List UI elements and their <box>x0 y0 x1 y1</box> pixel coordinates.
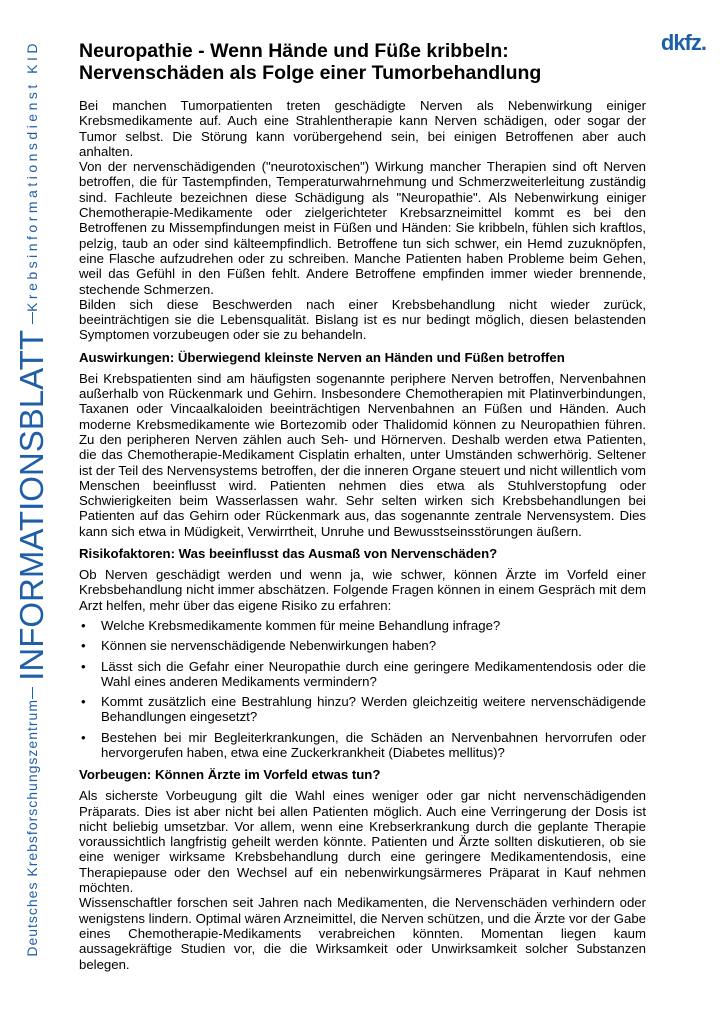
dkfz-logo: dkfz. <box>660 30 706 55</box>
section-paragraph: Wissenschaftler forschen seit Jahren nach Medikamenten, die Nervenschäden verhindern oder wenigstens lindern. Optimal wären Arzneimittel, die Nerven schützen, und die Ärzte vor der Gabe eines Chemotherapie-Medikaments verabreichen könnten. Momentan liegen kaum aussagekräftige Studien vor, die die Wirksamkeit oder Unwirksamkeit solcher Substanzen belegen. <box>79 895 646 972</box>
title-line-1: Neuropathie - Wenn Hände und Füße kribbeln: <box>79 40 509 62</box>
list-item <box>79 618 646 633</box>
list-item-text: Kommt zusätzlich eine Bestrahlung hinzu? Werden gleichzeitig weitere nervenschädigende Behandlungen eingesetzt? <box>101 694 646 725</box>
section-paragraph: Ob Nerven geschädigt werden und wenn ja, wie schwer, können Ärzte im Vorfeld einer Krebsbehandlung nicht immer abschätzen. Folgende Fragen können in einem Gespräch mit dem Arzt helfen, mehr über das eigene Risiko zu erfahren: <box>79 567 646 613</box>
intro-paragraph: Bilden sich diese Beschwerden nach einer Krebsbehandlung nicht wieder zurück, beeinträchtigen sie die Lebensqualität. Bislang ist es nur bedingt möglich, diesen belastenden Symptomen vorzubeugen oder sie zu behandeln. <box>79 296 646 343</box>
sidebar-organization: Deutsches Krebsforschungszentrum <box>24 698 40 957</box>
list-item <box>79 730 646 761</box>
list-item-text: Bestehen bei mir Begleiterkrankungen, die Schäden an Nervenbahnen hervorrufen oder hervorgerufen haben, etwa eine Zuckerkrankheit (Diabetes mellitus)? <box>101 729 646 760</box>
page-title <box>79 40 646 84</box>
bullet-icon: • <box>81 638 86 654</box>
section-heading: Risikofaktoren: Was beeinflusst das Ausmaß von Nervenschäden? <box>79 546 498 562</box>
list-item-text: Können sie nervenschädigende Nebenwirkungen haben? <box>101 638 437 654</box>
list-item <box>79 638 646 653</box>
sidebar-document-type: INFORMATIONSBLATT <box>13 329 50 681</box>
section-paragraph: Als sicherste Vorbeugung gilt die Wahl eines weniger oder gar nicht nervenschädigenden Präparats. Dies ist aber nicht bei allen Patienten möglich. Auch eine Verringerung der Dosis ist nicht beliebig umsetzbar. Vor allem, wenn eine Krebserkrankung durch die geplante Therapie voraussichtlich langfristig geheilt werden könnte. Patienten und Ärzte sollten diskutieren, ob sie eine weniger wirksame Krebsbehandlung durch eine geringere Medikamentendosis, eine Therapiepause oder den Wechsel auf ein nebenwirkungsärmeres Präparat in Kauf nehmen möchten. <box>79 788 646 896</box>
document-body <box>79 40 646 972</box>
intro-paragraph: Bei manchen Tumorpatienten treten geschädigte Nerven als Nebenwirkung einiger Krebsmedikamente auf. Auch eine Strahlentherapie kann Nerven schädigen, oder sogar der Tumor selbst. Die Störung kann vorübergehend sein, bei einigen Betroffenen aber auch anhalten. <box>79 98 646 159</box>
title-line-2: Nervenschäden als Folge einer Tumorbehandlung <box>79 62 542 84</box>
list-item-text: Lässt sich die Gefahr einer Neuropathie durch eine geringere Medikamentendosis oder die Wahl eines anderen Medikaments vermindern? <box>101 658 646 689</box>
sidebar-divider <box>32 312 33 324</box>
list-item-text: Welche Krebsmedikamente kommen für meine Behandlung infrage? <box>101 617 501 633</box>
list-item <box>79 659 646 690</box>
section-heading: Vorbeugen: Können Ärzte im Vorfeld etwas tun? <box>79 767 381 783</box>
sidebar <box>15 40 49 980</box>
bullet-icon: • <box>81 729 86 745</box>
sidebar-divider <box>32 687 33 699</box>
bullet-icon: • <box>81 658 86 674</box>
bullet-icon: • <box>81 694 86 710</box>
sidebar-service-name: Krebsinformationsdienst KID <box>24 40 40 312</box>
section-heading: Auswirkungen: Überwiegend kleinste Nerven an Händen und Füßen betroffen <box>79 349 565 365</box>
risk-questions-list <box>79 618 646 760</box>
section-paragraph: Bei Krebspatienten sind am häufigsten sogenannte periphere Nerven betroffen, Nervenbahnen außerhalb von Rückenmark und Gehirn. Insbesondere Chemotherapien mit Platinverbindungen, Taxanen oder Vincaalkaloiden beeinträchtigen Nervenbahnen an Füßen und Händen. Auch moderne Krebsmedikamente wie Bortezomib oder Thalidomid können zu Neuropathien führen. Zu den peripheren Nerven zählen auch Seh- und Hörnerven. Deshalb werden etwa Patienten, die das Chemotherapie-Medikament Cisplatin erhalten, unter Umständen schwerhörig. Seltener ist der Teil des Nervensystems betroffen, der die inneren Organe steuert und nicht willentlich vom Menschen beeinflusst wird. Patienten nehmen dies etwa als Stuhlverstopfung oder Schwierigkeiten beim Wasserlassen wahr. Sehr selten wirken sich Krebsbehandlungen bei Patienten auf das Gehirn oder Rückenmark aus, das sogenannte zentrale Nervensystem. Dies kann sich etwa in Müdigkeit, Verwirrtheit, Unruhe und Bewusstseinsstörungen äußern. <box>79 370 646 539</box>
bullet-icon: • <box>81 617 86 633</box>
intro-paragraph: Von der nervenschädigenden ("neurotoxischen") Wirkung mancher Therapien sind oft Nerven betroffen, die für Tastempfinden, Temperaturwahrnehmung und Schmerzweiterleitung zuständig sind. Fachleute bezeichnen diese Schädigung als "Neuropathie". Als Nebenwirkung einiger Chemotherapie-Medikamente oder zielgerichteter Krebsarzneimittel kommt es bei den Betroffenen zu Missempfindungen meist in Füßen und Händen: Sie kribbeln, fühlen sich kraftlos, pelzig, taub an oder sind kälteempfindlich. Betroffene tun sich schwer, ein Hemd zuzuknöpfen, eine Flasche aufzudrehen oder zu schreiben. Manche Patienten haben Probleme beim Gehen, weil das Gefühl in den Füßen fehlt. Andere Betroffene empfinden immer wieder brennende, stechende Schmerzen. <box>79 159 646 297</box>
list-item <box>79 694 646 725</box>
